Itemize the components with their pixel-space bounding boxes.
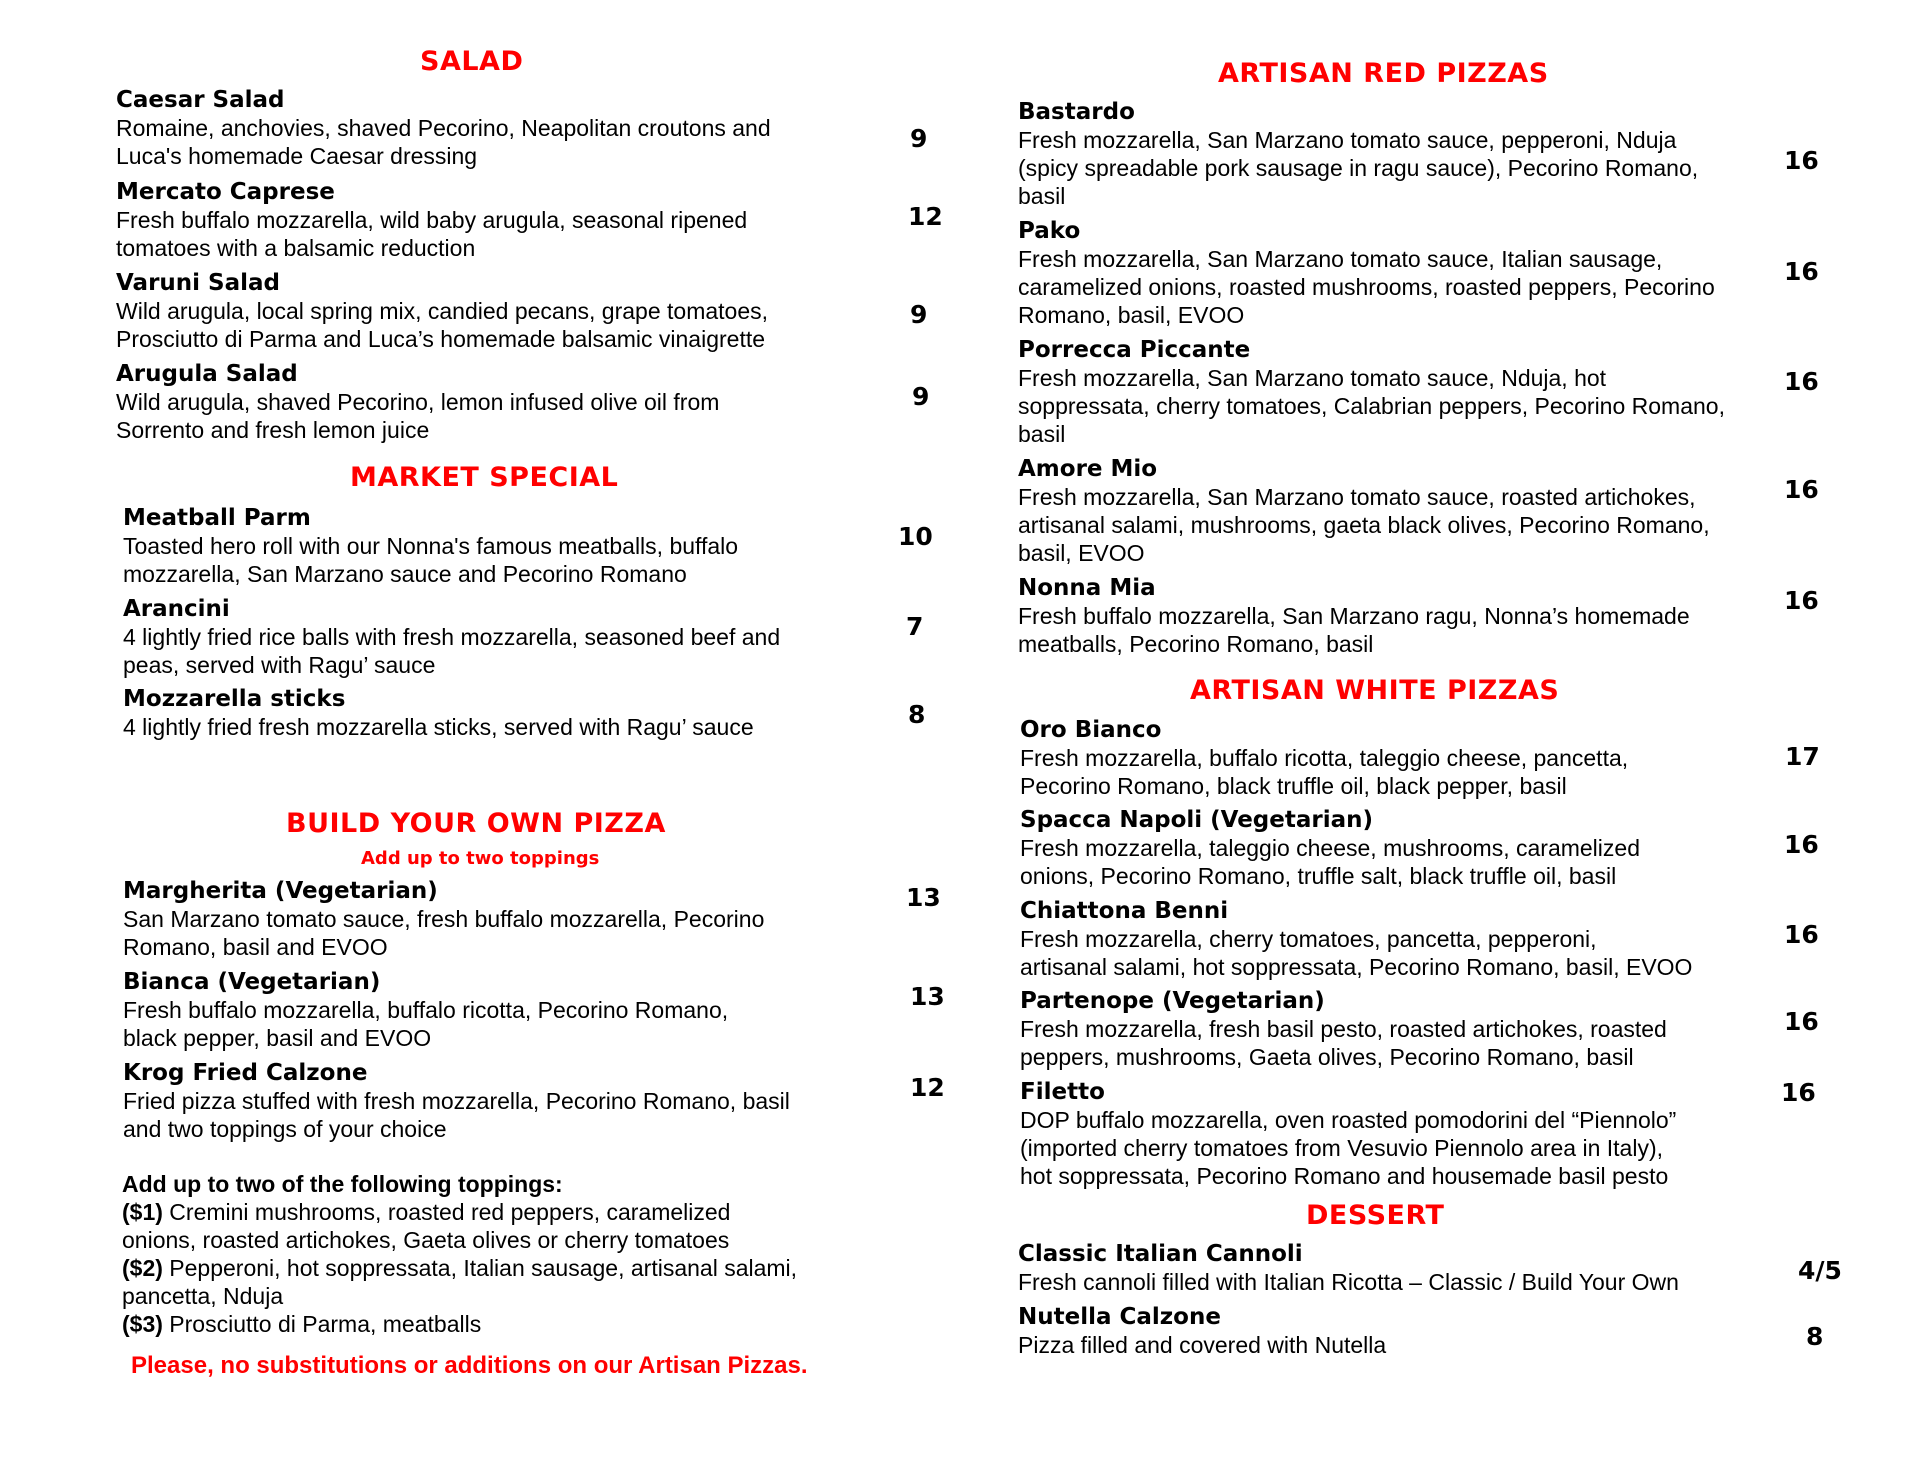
menu-item-partenope — [1020, 987, 1880, 1071]
item-description: Fresh mozzarella, San Marzano tomato sauce, pepperoni, Nduja (spicy spreadable pork sausage in ragu sauce), Pecorino Romano, basil — [1018, 127, 1699, 209]
item-name: Varuni Salad — [116, 270, 280, 296]
item-name: Nutella Calzone — [1018, 1304, 1221, 1330]
menu-item-caesar-salad — [116, 86, 946, 170]
price-arugula-salad: 9 — [912, 382, 930, 411]
price-caesar-salad: 9 — [910, 124, 928, 153]
item-description: Pizza filled and covered with Nutella — [1018, 1332, 1387, 1358]
item-name: Oro Bianco — [1020, 717, 1162, 743]
price-oro-bianco: 17 — [1785, 742, 1820, 771]
item-name: Classic Italian Cannoli — [1018, 1241, 1303, 1267]
menu-item-bastardo — [1018, 98, 1878, 210]
item-description: Fresh mozzarella, San Marzano tomato sauce, roasted artichokes, artisanal salami, mushrooms, gaeta black olives, Pecorino Romano, basil, EVOO — [1018, 484, 1710, 566]
item-description: Fresh buffalo mozzarella, San Marzano ragu, Nonna’s homemade meatballs, Pecorino Romano, basil — [1018, 603, 1690, 657]
menu-item-chiattona-benni — [1020, 897, 1880, 981]
item-name: Meatball Parm — [123, 505, 311, 531]
menu-item-pako — [1018, 217, 1878, 329]
price-mercato-caprese: 12 — [908, 202, 943, 231]
item-description: 4 lightly fried fresh mozzarella sticks, served with Ragu’ sauce — [123, 714, 754, 740]
price-classic-italian-cannoli: 4/5 — [1798, 1256, 1842, 1285]
price-bastardo: 16 — [1784, 146, 1819, 175]
item-description: Fresh mozzarella, fresh basil pesto, roasted artichokes, roasted peppers, mushrooms, Gaeta olives, Pecorino Romano, basil — [1020, 1016, 1667, 1070]
artisan-red-pizzas-title: ARTISAN RED PIZZAS — [1218, 58, 1549, 89]
item-description: Fresh mozzarella, cherry tomatoes, pancetta, pepperoni, artisanal salami, hot soppressata, Pecorino Romano, basil, EVOO — [1020, 926, 1693, 980]
item-name: Arancini — [123, 596, 230, 622]
price-arancini: 7 — [906, 612, 924, 641]
menu-item-oro-bianco — [1020, 716, 1880, 800]
item-name: Bastardo — [1018, 99, 1135, 125]
item-description: Fried pizza stuffed with fresh mozzarella, Pecorino Romano, basil and two toppings of your choice — [123, 1088, 790, 1142]
menu-item-nutella-calzone — [1018, 1303, 1878, 1359]
price-nonna-mia: 16 — [1784, 586, 1819, 615]
item-description: Fresh mozzarella, San Marzano tomato sauce, Nduja, hot soppressata, cherry tomatoes, Calabrian peppers, Pecorino Romano, basil — [1018, 365, 1725, 447]
price-partenope: 16 — [1784, 1007, 1819, 1036]
market-special-title: MARKET SPECIAL — [350, 462, 619, 493]
item-description: Fresh mozzarella, buffalo ricotta, taleggio cheese, pancetta, Pecorino Romano, black truffle oil, black pepper, basil — [1020, 745, 1629, 799]
item-description: Fresh mozzarella, San Marzano tomato sauce, Italian sausage, caramelized onions, roasted mushrooms, roasted peppers, Pecorino Romano, basil, EVOO — [1018, 246, 1715, 328]
item-description: Fresh mozzarella, taleggio cheese, mushrooms, caramelized onions, Pecorino Romano, truffle salt, black truffle oil, basil — [1020, 835, 1640, 889]
item-description: Toasted hero roll with our Nonna's famous meatballs, buffalo mozzarella, San Marzano sauce and Pecorino Romano — [123, 533, 739, 587]
artisan-white-pizzas-title: ARTISAN WHITE PIZZAS — [1190, 675, 1560, 706]
toppings-tier-3: ($3) Prosciutto di Parma, meatballs — [122, 1311, 482, 1337]
dessert-title: DESSERT — [1306, 1200, 1445, 1231]
item-name: Krog Fried Calzone — [123, 1060, 368, 1086]
price-bianca: 13 — [910, 982, 945, 1011]
menu-item-porrecca-piccante — [1018, 336, 1878, 448]
item-name: Filetto — [1020, 1079, 1105, 1105]
price-amore-mio: 16 — [1784, 475, 1819, 504]
toppings-tier-2: ($2) Pepperoni, hot soppressata, Italian sausage, artisanal salami, — [122, 1255, 798, 1281]
menu-item-spacca-napoli — [1020, 806, 1880, 890]
price-pako: 16 — [1784, 257, 1819, 286]
toppings-heading: Add up to two of the following toppings: — [122, 1171, 563, 1197]
item-description: Romaine, anchovies, shaved Pecorino, Neapolitan croutons and Luca's homemade Caesar dressing — [116, 115, 771, 169]
build-your-own-title: BUILD YOUR OWN PIZZA — [286, 808, 666, 839]
price-varuni-salad: 9 — [910, 300, 928, 329]
menu-item-margherita — [123, 877, 953, 961]
price-spacca-napoli: 16 — [1784, 830, 1819, 859]
toppings-list: Add up to two of the following toppings: ($1) Cremini mushrooms, roasted red peppers, caramelized onions, roasted artichokes, Gaeta olives or cherry tomatoes ($2) Pepperoni, hot soppressata, Italian sausage, artisanal salami, pancetta, Nduja ($3) Prosciutto di Parma, meatballs — [122, 1170, 922, 1338]
price-nutella-calzone: 8 — [1806, 1322, 1824, 1351]
item-name: Spacca Napoli (Vegetarian) — [1020, 807, 1374, 833]
price-krog-fried-calzone: 12 — [910, 1073, 945, 1102]
item-description: DOP buffalo mozzarella, oven roasted pomodorini del “Piennolo” (imported cherry tomatoes from Vesuvio Piennolo area in Italy), hot soppressata, Pecorino Romano and housemade basil pesto — [1020, 1107, 1677, 1189]
menu-item-mercato-caprese — [116, 178, 946, 262]
item-name: Porrecca Piccante — [1018, 337, 1251, 363]
build-your-own-subtitle: Add up to two toppings — [361, 848, 600, 869]
toppings-tier-1: ($1) Cremini mushrooms, roasted red peppers, caramelized — [122, 1199, 731, 1225]
item-name: Arugula Salad — [116, 361, 298, 387]
menu-item-classic-italian-cannoli — [1018, 1240, 1878, 1296]
menu-item-meatball-parm — [123, 504, 953, 588]
item-name: Bianca (Vegetarian) — [123, 969, 381, 995]
price-mozzarella-sticks: 8 — [908, 700, 926, 729]
menu-item-varuni-salad — [116, 269, 946, 353]
item-name: Pako — [1018, 218, 1081, 244]
item-name: Chiattona Benni — [1020, 898, 1229, 924]
item-name: Partenope (Vegetarian) — [1020, 988, 1325, 1014]
menu-item-arancini — [123, 595, 953, 679]
item-description: Fresh buffalo mozzarella, wild baby arugula, seasonal ripened tomatoes with a balsamic reduction — [116, 207, 748, 261]
salad-title: SALAD — [420, 46, 524, 77]
item-description: San Marzano tomato sauce, fresh buffalo mozzarella, Pecorino Romano, basil and EVOO — [123, 906, 765, 960]
item-name: Margherita (Vegetarian) — [123, 878, 438, 904]
menu-item-filetto — [1020, 1078, 1880, 1190]
item-description: Wild arugula, local spring mix, candied pecans, grape tomatoes, Prosciutto di Parma and Luca’s homemade balsamic vinaigrette — [116, 298, 769, 352]
menu-item-mozzarella-sticks — [123, 685, 953, 741]
price-meatball-parm: 10 — [898, 522, 933, 551]
price-margherita: 13 — [906, 883, 941, 912]
menu-item-bianca — [123, 968, 953, 1052]
price-filetto: 16 — [1781, 1078, 1816, 1107]
menu-item-krog-fried-calzone — [123, 1059, 953, 1143]
item-name: Amore Mio — [1018, 456, 1158, 482]
menu-item-amore-mio — [1018, 455, 1878, 567]
item-name: Caesar Salad — [116, 87, 285, 113]
item-name: Nonna Mia — [1018, 575, 1156, 601]
menu-item-arugula-salad — [116, 360, 946, 444]
item-description: Fresh cannoli filled with Italian Ricotta – Classic / Build Your Own — [1018, 1269, 1679, 1295]
price-porrecca-piccante: 16 — [1784, 367, 1819, 396]
item-description: Fresh buffalo mozzarella, buffalo ricotta, Pecorino Romano, black pepper, basil and EVOO — [123, 997, 729, 1051]
item-description: 4 lightly fried rice balls with fresh mozzarella, seasoned beef and peas, served with Ragu’ sauce — [123, 624, 781, 678]
price-chiattona-benni: 16 — [1784, 920, 1819, 949]
substitutions-notice: Please, no substitutions or additions on our Artisan Pizzas. — [131, 1352, 808, 1379]
item-name: Mozzarella sticks — [123, 686, 346, 712]
item-name: Mercato Caprese — [116, 179, 335, 205]
menu-item-nonna-mia — [1018, 574, 1878, 658]
item-description: Wild arugula, shaved Pecorino, lemon infused olive oil from Sorrento and fresh lemon juice — [116, 389, 720, 443]
